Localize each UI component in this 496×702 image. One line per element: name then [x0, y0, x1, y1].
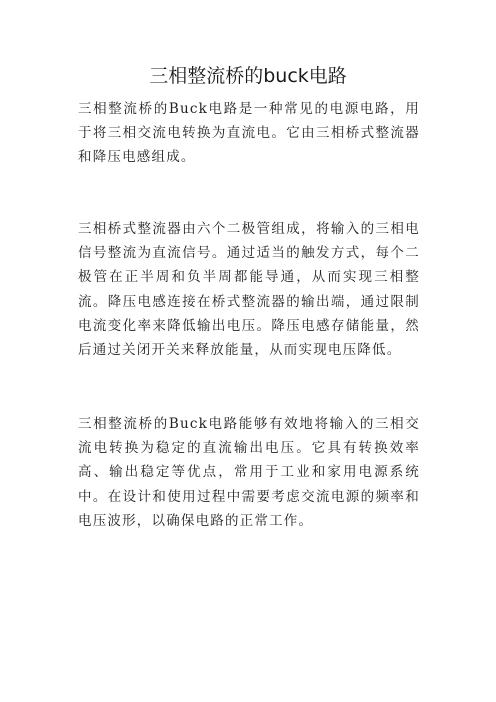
document-title: 三相整流桥的buck电路: [149, 65, 347, 87]
paragraph-rectifier: 三相桥式整流器由六个二极管组成，将输入的三相电信号整流为直流信号。通过适当的触发方式，每个二极管在正半周和负半周都能导通，从而实现三相整流。降压电感连接在桥式整流器的输出端，通过限制电流变化率来降低输出电压。降压电感存储能量，然后通过关闭开关来释放能量，从而实现电压降低。: [78, 221, 420, 359]
paragraph-intro: 三相整流桥的Buck电路是一种常见的电源电路，用于将三相交流电转换为直流电。它由三相桥式整流器和降压电感组成。: [78, 101, 420, 166]
paragraph-summary: 三相整流桥的Buck电路能够有效地将输入的三相交流电转换为稳定的直流输出电压。它具有转换效率高、输出稳定等优点，常用于工业和家用电源系统中。在设计和使用过程中需要考虑交流电源的频率和电压波形，以确保电路的正常工作。: [78, 416, 420, 529]
